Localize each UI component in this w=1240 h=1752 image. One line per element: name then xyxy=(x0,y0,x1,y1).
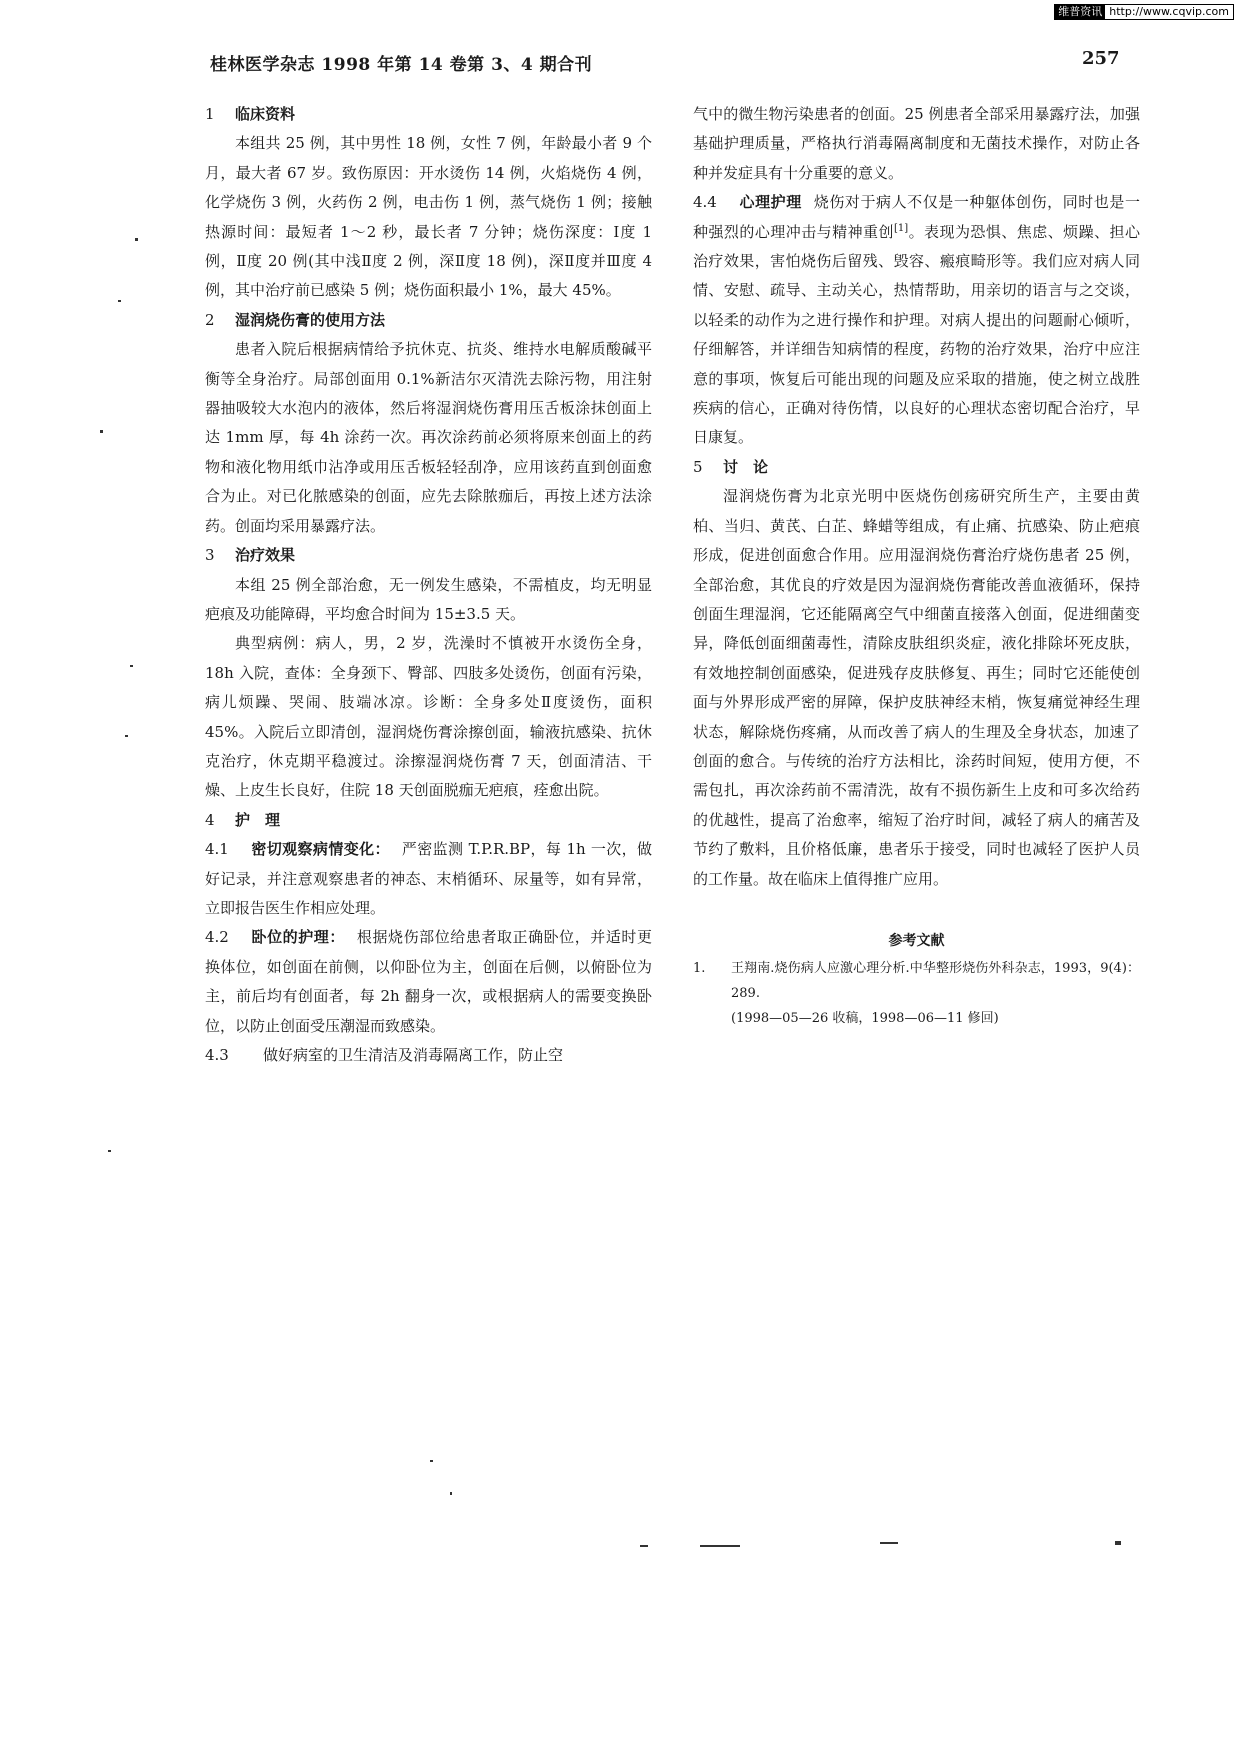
scan-speck xyxy=(108,1150,111,1152)
scan-speck xyxy=(125,735,128,737)
subsection-text: 根据烧伤部位给患者取正确卧位，并适时更换体位，如创面在前侧，以仰卧位为主，创面在后侧，以俯卧位为主，前后均有创面者，每 2h 翻身一次，或根据病人的需要变换卧位，以防止创面受压潮湿而致感染。 xyxy=(205,928,652,1035)
watermark-site: 维普资讯 xyxy=(1055,5,1105,19)
section-title: 湿润烧伤膏的使用方法 xyxy=(235,310,386,329)
section-heading xyxy=(693,453,1140,482)
subsection-number: 4.2 xyxy=(205,928,229,947)
section-number: 4 xyxy=(205,810,215,829)
subsection-text: 严密监测 T.P.R.BP，每 1h 一次，做好记录，并注意观察患者的神态、末梢循环、尿量等，如有异常，立即报告医生作相应处理。 xyxy=(205,840,652,917)
references xyxy=(693,927,1140,1031)
subsection-number: 4.1 xyxy=(205,840,229,859)
subsection-text: 做好病室的卫生清洁及消毒隔离工作，防止空 xyxy=(263,1046,564,1064)
subsection-title: 心理护理 xyxy=(739,193,802,212)
subsection-title: 密切观察病情变化： xyxy=(251,840,390,859)
section-heading xyxy=(205,806,652,835)
watermark-url[interactable]: http://www.cqvip.com xyxy=(1109,5,1229,18)
scan-speck xyxy=(118,300,121,302)
subsection-title: 卧位的护理： xyxy=(251,928,345,947)
section-heading xyxy=(205,100,652,129)
paragraph: 典型病例：病人，男，2 岁，洗澡时不慎被开水烫伤全身，18h 入院，查体：全身颈下、臀部、四肢多处烫伤，创面有污染，病儿烦躁、哭闹、肢端冰凉。诊断：全身多处Ⅱ度烫伤，面积 45%。入院后立即清创，湿润烧伤膏涂擦创面，输液抗感染、抗休克治疗，休克期平稳渡过。涂擦湿润烧伤膏 7 天，创面清洁、干燥、上皮生长良好，住院 18 天创面脱痂无疤痕，痊愈出院。 xyxy=(205,634,652,800)
section-heading xyxy=(205,541,652,570)
subsection xyxy=(205,835,652,923)
paragraph: 本组 25 例全部治愈，无一例发生感染，不需植皮，均无明显疤痕及功能障碍，平均愈合时间为 15±3.5 天。 xyxy=(205,575,652,623)
scan-speck xyxy=(135,238,138,241)
subsection-number: 4.3 xyxy=(205,1046,229,1064)
page-number: 257 xyxy=(1082,48,1120,69)
left-column xyxy=(205,100,652,1070)
references-title: 参考文献 xyxy=(888,932,945,949)
scan-speck xyxy=(130,665,133,667)
section-number: 1 xyxy=(205,105,215,123)
scan-speck xyxy=(450,1492,452,1495)
scan-speck xyxy=(640,1545,648,1547)
subsection xyxy=(205,1041,652,1070)
subsection-text: 。表现为恐惧、焦虑、烦躁、担心治疗效果，害怕烧伤后留残、毁容、瘢痕畸形等。我们应对病人同情、安慰、疏导、主动关心，热情帮助，用亲切的语言与之交谈，以轻柔的动作为之进行操作和护理。对病人提出的问题耐心倾听，仔细解答，并详细告知病情的程度，药物的治疗效果，治疗中应注意的事项，恢复后可能出现的问题及应采取的措施，使之树立战胜疾病的信心，正确对待伤情，以良好的心理状态密切配合治疗，早日康复。 xyxy=(693,222,1140,447)
scan-speck xyxy=(880,1542,898,1544)
citation-marker[interactable]: [1] xyxy=(893,222,909,234)
paragraph: 本组共 25 例，其中男性 18 例，女性 7 例，年龄最小者 9 个月，最大者 67 岁。致伤原因：开水烫伤 14 例，火焰烧伤 4 例，化学烧伤 3 例，火药伤 2 例，电击伤 1 例，蒸气烧伤 1 例；接触热源时间：最短者 1～2 秒，最长者 7 分钟；烧伤深度：Ⅰ度 1 例，Ⅱ度 20 例(其中浅Ⅱ度 2 例，深Ⅱ度 18 例)，深Ⅱ度并Ⅲ度 4 例，其中治疗前已感染 5 例；烧伤面积最小 1%，最大 45%。 xyxy=(205,134,652,300)
reference-item xyxy=(693,956,1140,1006)
right-column xyxy=(693,100,1140,1031)
scan-speck xyxy=(700,1545,740,1547)
section-number: 3 xyxy=(205,546,215,565)
watermark xyxy=(1054,4,1234,20)
subsection-number: 4.4 xyxy=(693,193,717,212)
section-title: 护 理 xyxy=(235,810,281,829)
scan-speck xyxy=(430,1460,433,1462)
section-number: 5 xyxy=(693,457,703,476)
section-heading xyxy=(205,306,652,335)
subsection xyxy=(693,188,1140,453)
section-title: 讨 论 xyxy=(723,457,769,476)
running-head: 桂林医学杂志 1998 年第 14 卷第 3、4 期合刊 xyxy=(210,55,593,75)
reference-text: 王翔南.烧伤病人应激心理分析.中华整形烧伤外科杂志，1993，9(4)：289. xyxy=(731,961,1140,1002)
section-title: 治疗效果 xyxy=(235,546,296,565)
received-dates: (1998—05—26 收稿，1998—06—11 修回) xyxy=(731,1011,999,1027)
reference-number: 1. xyxy=(693,961,706,977)
subsection-text: 烧伤对于病人不仅是一种躯体创伤，同时也是一种强烈的心理冲击与精神重创 xyxy=(693,193,1140,241)
paragraph: 患者入院后根据病情给予抗休克、抗炎、维持水电解质酸碱平衡等全身治疗。局部创面用 0.1%新洁尔灭清洗去除污物，用注射器抽吸较大水泡内的液体，然后将湿润烧伤膏用压舌板涂抹创面上达 1mm 厚，每 4h 涂药一次。再次涂药前必须将原来创面上的药物和液化物用纸巾沾净或用压舌板轻轻刮净，应用该药直到创面愈合为止。对已化脓感染的创面，应先去除脓痂后，再按上述方法涂药。创面均采用暴露疗法。 xyxy=(205,340,652,535)
scan-speck xyxy=(1115,1541,1121,1545)
section-title: 临床资料 xyxy=(235,105,296,123)
subsection xyxy=(205,923,652,1041)
scan-speck xyxy=(100,430,103,433)
section-number: 2 xyxy=(205,310,215,329)
paragraph: 气中的微生物污染患者的创面。25 例患者全部采用暴露疗法，加强基础护理质量，严格执行消毒隔离制度和无菌技术操作，对防止各种并发症具有十分重要的意义。 xyxy=(693,105,1140,182)
paragraph: 湿润烧伤膏为北京光明中医烧伤创疡研究所生产，主要由黄柏、当归、黄芪、白芷、蜂蜡等组成，有止痛、抗感染、防止疤痕形成，促进创面愈合作用。应用湿润烧伤膏治疗烧伤患者 25 例，全部治愈，其优良的疗效是因为湿润烧伤膏能改善血液循环，保持创面生理湿润，它还能隔离空气中细菌直接落入创面，促进细菌变异，降低创面细菌毒性，清除皮肤组织炎症，液化排除坏死皮肤，有效地控制创面感染，促进残存皮肤修复、再生；同时它还能使创面与外界形成严密的屏障，保护皮肤神经末梢，恢复痛觉神经生理状态，解除烧伤疼痛，从而改善了病人的生理及全身状态，加速了创面的愈合。与传统的治疗方法相比，涂药时间短，使用方便，不需包扎，再次涂药前不需清洗，故有不损伤新生上皮和可多次给药的优越性，提高了治愈率，缩短了治疗时间，减轻了病人的痛苦及节约了敷料，且价格低廉，患者乐于接受，同时也减轻了医护人员的工作量。故在临床上值得推广应用。 xyxy=(693,487,1140,888)
